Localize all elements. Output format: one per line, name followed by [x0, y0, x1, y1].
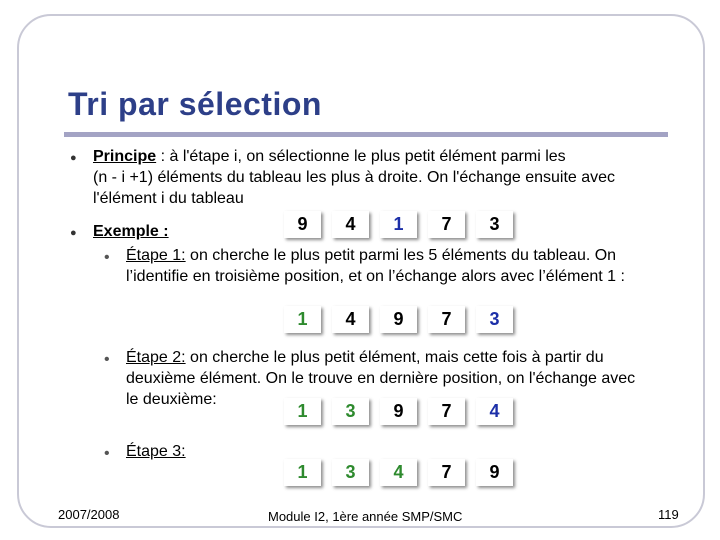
step1-line2: l’identifie en troisième position, et on l’échange alors avec l’élément 1 :: [126, 268, 625, 285]
array-cell: 9: [284, 211, 321, 238]
array-cell: 1: [284, 306, 321, 333]
title-rule: [64, 132, 668, 137]
footer-date: 2007/2008: [58, 507, 120, 522]
principle-line2: (n - i +1) éléments du tableau les plus à droite. On l'échange ensuite avec: [93, 169, 616, 186]
array-cell: 7: [428, 306, 465, 333]
footer-course: Module I2, 1ère année SMP/SMC: [268, 509, 463, 524]
array-cell: 9: [476, 459, 513, 486]
array-cell: 7: [428, 459, 465, 486]
sub-bullet-dot: •: [104, 249, 110, 266]
sub-bullet-dot: •: [104, 351, 110, 368]
step2-line3: le deuxième:: [126, 391, 217, 408]
array-cell: 1: [284, 398, 321, 425]
array-after-step3: [284, 459, 524, 486]
slide-title: Tri par sélection: [68, 86, 322, 122]
array-cell: 7: [428, 398, 465, 425]
array-cell: 7: [428, 211, 465, 238]
step2-line1: Étape 2: on cherche le plus petit élément, mais cette fois à partir du: [126, 349, 604, 366]
array-after-step2: [284, 398, 524, 425]
array-cell: 3: [332, 398, 369, 425]
principle-label: Principe: [93, 148, 157, 165]
array-cell: 4: [332, 306, 369, 333]
example-label: Exemple :: [93, 223, 169, 240]
step1-line1: Étape 1: on cherche le plus petit parmi les 5 éléments du tableau. On: [126, 247, 617, 264]
step3-label: Étape 3:: [126, 443, 186, 460]
array-initial: [284, 211, 524, 238]
step2-line2: deuxième élément. On le trouve en dernière position, on l'échange avec: [126, 370, 636, 387]
step1-label: Étape 1:: [126, 247, 186, 264]
array-cell: 9: [380, 306, 417, 333]
array-cell: 1: [380, 211, 417, 238]
array-cell: 1: [284, 459, 321, 486]
array-cell: 4: [380, 459, 417, 486]
principle-line3: l'élément i du tableau: [93, 190, 244, 207]
array-cell: 3: [476, 211, 513, 238]
step2-label: Étape 2:: [126, 349, 186, 366]
bullet-dot: ●: [70, 227, 77, 239]
array-cell: 4: [332, 211, 369, 238]
array-after-step1: [284, 306, 524, 333]
array-cell: 3: [476, 306, 513, 333]
array-cell: 4: [476, 398, 513, 425]
array-cell: 9: [380, 398, 417, 425]
bullet-dot: ●: [70, 152, 77, 164]
footer-page-number: 119: [658, 507, 679, 522]
principle-line1: Principe : à l'étape i, on sélectionne le plus petit élément parmi les: [93, 148, 566, 165]
sub-bullet-dot: •: [104, 445, 110, 462]
array-cell: 3: [332, 459, 369, 486]
